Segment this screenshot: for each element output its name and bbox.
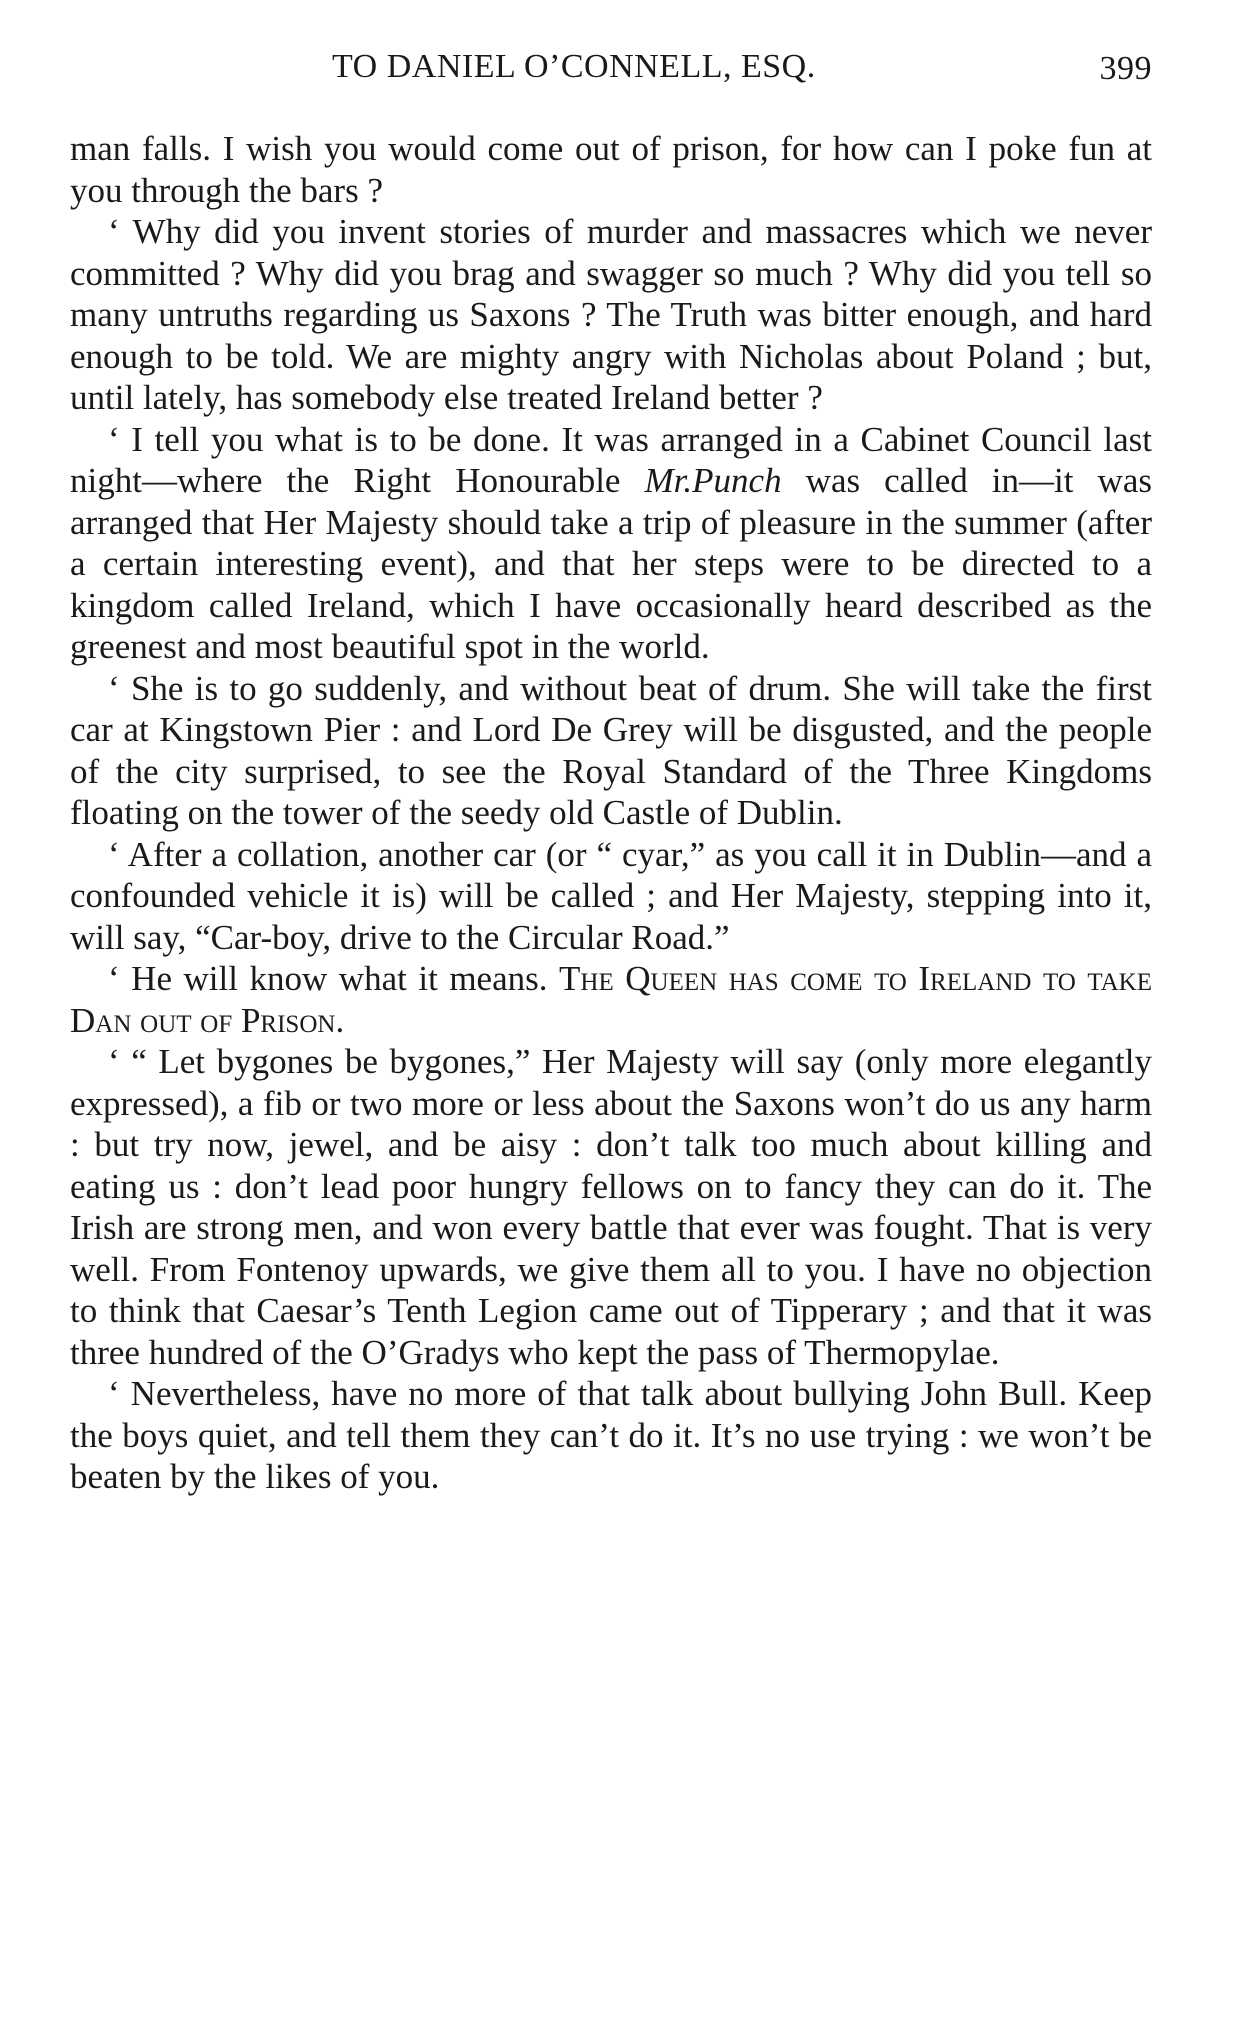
- running-head: [70, 44, 1152, 104]
- running-title: TO DANIEL O’CONNELL, ESQ.: [332, 48, 816, 85]
- small-caps-announcement: The Queen has come to Ireland to take Dan out of Prison.: [70, 959, 1152, 1040]
- paragraph-3: [70, 419, 1152, 668]
- italic-name-mr-punch: Mr.Punch: [644, 461, 782, 500]
- paragraph-8: ‘ Nevertheless, have no more of that talk about bullying John Bull. Keep the boys quiet, and tell them they can’t do it. It’s no use trying : we won’t be beaten by the likes of you.: [70, 1374, 1152, 1496]
- paragraph-3-text-b: was called in—it was arranged that Her Majesty should take a trip of pleasure in the summer (after a certain interesting event), and that her steps were to be directed to a kingdom called Ireland, which I have occasionally heard described as the greenest and most beautiful spot in the world.: [70, 461, 1152, 666]
- paragraph-6: [70, 958, 1152, 1041]
- book-page: [70, 44, 1152, 1498]
- paragraph-6-text: ‘ He will know what it means.: [108, 959, 560, 998]
- paragraph-4: ‘ She is to go suddenly, and without beat of drum. She will take the first car at Kingstown Pier : and Lord De Grey will be disgusted, and the people of the city surprised, to see the Royal Standard of the Three Kingdoms floating on the tower of the seedy old Castle of Dublin.: [70, 668, 1152, 832]
- page-number: 399: [1099, 50, 1152, 87]
- paragraph-5: ‘ After a collation, another car (or “ cyar,” as you call it in Dublin—and a confounded vehicle it is) will be called ; and Her Majesty, stepping into it, will say, “Car-boy, drive to the Circular Road.”: [70, 834, 1152, 957]
- paragraph-3-text-a: ‘ I tell you what is to be done. It was arranged in a Cabinet Council last night—where the Right Honourable: [70, 419, 1152, 500]
- body-text: [70, 128, 1152, 1498]
- paragraph-7: ‘ “ Let bygones be bygones,” Her Majesty will say (only more elegantly expressed), a fib or two more or less about the Saxons won’t do us any harm : but try now, jewel, and be aisy : don’t talk too much about killing and eating us : don’t lead poor hungry fellows on to fancy they can do it. The Irish are strong men, and won every battle that ever was fought. That is very well. From Fontenoy upwards, we give them all to you. I have no objection to think that Caesar’s Tenth Legion came out of Tipperary ; and that it was three hundred of the O’Gradys who kept the pass of Thermopylae.: [70, 1042, 1152, 1372]
- paragraph-2: ‘ Why did you invent stories of murder and massacres which we never committed ? Why did you brag and swagger so much ? Why did you tell so many untruths regarding us Saxons ? The Truth was bitter enough, and hard enough to be told. We are mighty angry with Nicholas about Poland ; but, until lately, has somebody else treated Ireland better ?: [70, 212, 1152, 417]
- paragraph-1: man falls. I wish you would come out of prison, for how can I poke fun at you through the bars ?: [70, 129, 1152, 210]
